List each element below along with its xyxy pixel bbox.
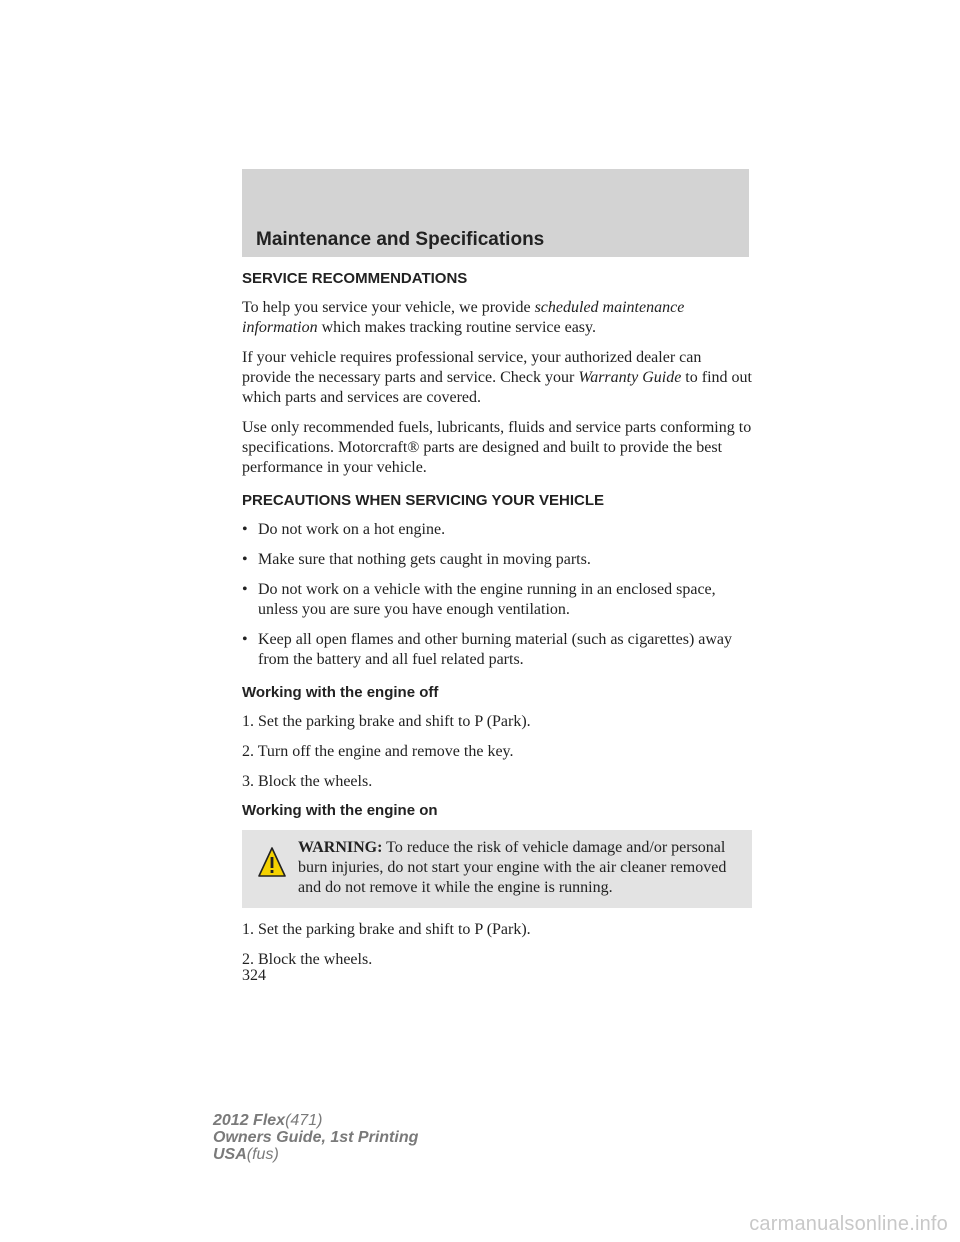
bullet-icon: • — [242, 551, 248, 568]
footer-model-code: (471) — [285, 1112, 323, 1129]
footer-model: 2012 Flex — [213, 1112, 286, 1129]
bullet-text: Keep all open flames and other burning material (such as cigarettes) away from the battery and all fuel related parts. — [258, 631, 733, 668]
section-title: Maintenance and Specifications — [256, 229, 545, 250]
bullet-icon: • — [242, 631, 248, 648]
service-paragraph-2 — [242, 348, 752, 408]
engine-on-steps — [242, 920, 752, 970]
engine-off-steps — [242, 712, 752, 792]
bullet-text: Make sure that nothing gets caught in moving parts. — [258, 551, 591, 568]
bullet-text: Do not work on a hot engine. — [258, 521, 446, 538]
list-item — [242, 630, 752, 670]
service-p1-text: To help you service your vehicle, we provide — [242, 299, 535, 316]
service-p2-text-end: to find out which parts and services are covered. — [242, 369, 752, 406]
bullet-icon: • — [242, 581, 248, 598]
watermark: carmanualsonline.info — [749, 1213, 948, 1235]
list-item: 1. Set the parking brake and shift to P (Park). — [242, 921, 531, 938]
service-paragraph-3: Use only recommended fuels, lubricants, fluids and service parts conforming to specifications. Motorcraft® parts are designed and built to provide the best performance in your vehicle. — [242, 419, 752, 476]
service-p1-text-end: which makes tracking routine service easy. — [317, 319, 596, 336]
page-content — [242, 270, 752, 980]
footer-line-model — [213, 1112, 418, 1129]
list-item: 2. Block the wheels. — [242, 951, 373, 968]
service-p1-emphasis: scheduled maintenance information — [242, 299, 685, 336]
list-item: 2. Turn off the engine and remove the key. — [242, 743, 514, 760]
list-item — [242, 550, 752, 570]
footer-market: USA — [213, 1146, 247, 1163]
warning-text: To reduce the risk of vehicle damage and/or personal burn injuries, do not start your engine with the air cleaner removed and do not remove it while the engine is running. — [298, 839, 727, 896]
list-item — [242, 520, 752, 540]
service-p2-text: If your vehicle requires professional service, your authorized dealer can provide the necessary parts and service. Check your — [242, 349, 702, 386]
footer-line-market — [213, 1146, 418, 1163]
section-header-band — [242, 169, 749, 257]
warning-triangle-icon — [258, 846, 286, 880]
footer-line-guide — [213, 1129, 418, 1146]
service-paragraph-1 — [242, 298, 752, 338]
warning-box — [242, 830, 752, 908]
list-item: 3. Block the wheels. — [242, 773, 373, 790]
service-heading: SERVICE RECOMMENDATIONS — [242, 270, 468, 287]
footer-guide: Owners Guide, 1st Printing — [213, 1129, 419, 1146]
engine-off-heading: Working with the engine off — [242, 684, 439, 701]
engine-on-heading: Working with the engine on — [242, 802, 438, 819]
footer-market-code: (fus) — [246, 1146, 279, 1163]
list-item: 1. Set the parking brake and shift to P (Park). — [242, 713, 531, 730]
precautions-list — [242, 520, 752, 670]
page-number: 324 — [242, 967, 266, 984]
warning-label: WARNING: — [298, 839, 383, 856]
print-footer — [213, 1112, 418, 1163]
bullet-icon: • — [242, 521, 248, 538]
list-item — [242, 580, 752, 620]
precautions-heading: PRECAUTIONS WHEN SERVICING YOUR VEHICLE — [242, 492, 604, 509]
warranty-guide-reference: Warranty Guide — [578, 369, 682, 386]
bullet-text: Do not work on a vehicle with the engine running in an enclosed space, unless you are sure you have enough ventilation. — [258, 581, 716, 618]
